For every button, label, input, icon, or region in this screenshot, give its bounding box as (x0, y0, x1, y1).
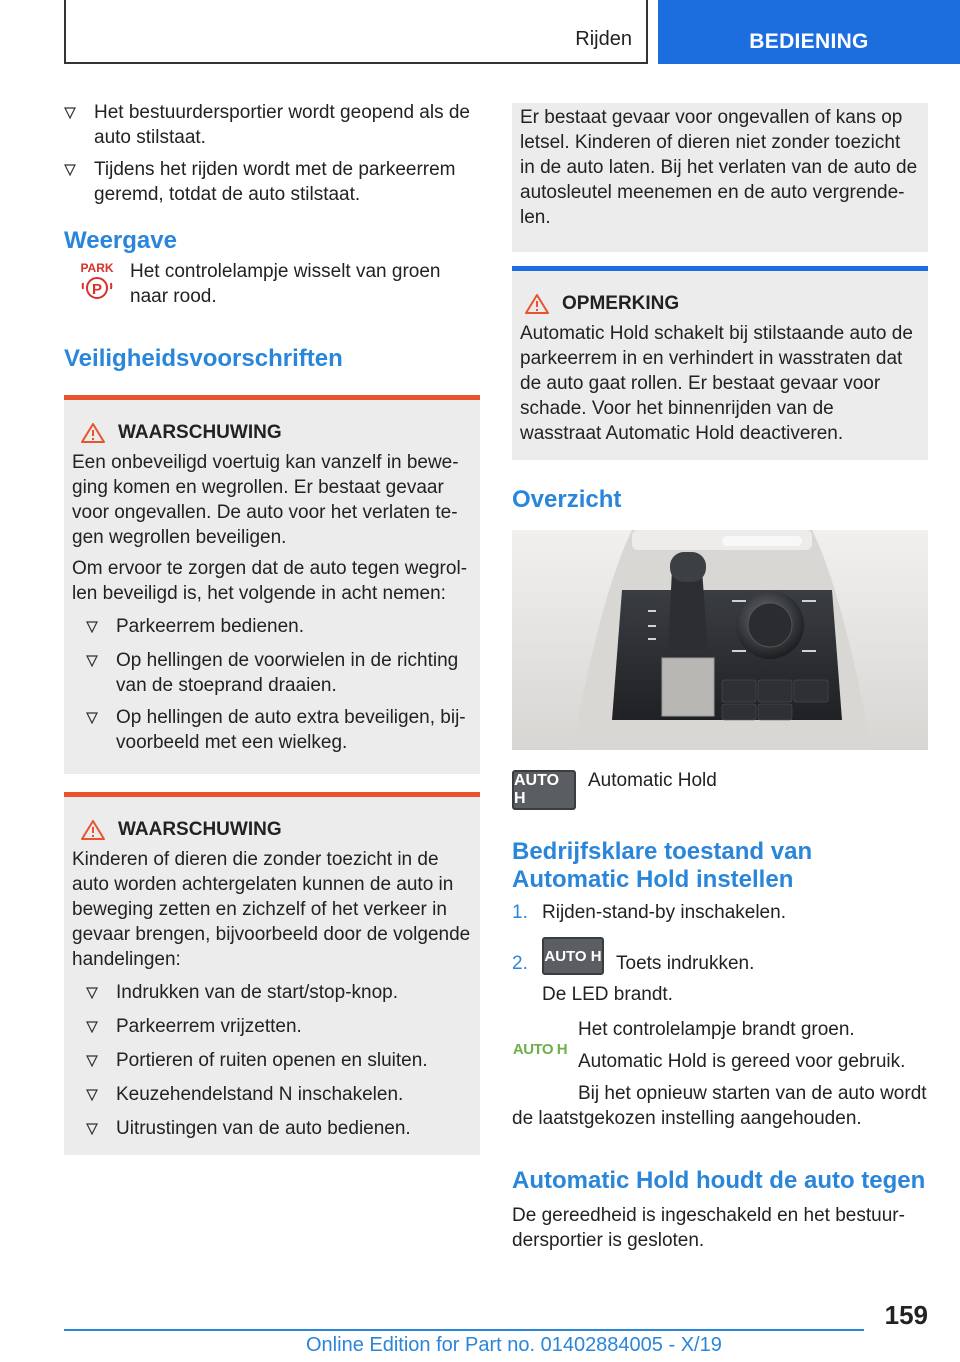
weergave-text: Het controlelampje wisselt van groen naar rood. (130, 261, 441, 307)
right-column (512, 103, 928, 1253)
park-icon-label: PARK (80, 261, 114, 275)
header-chapter-tab: BEDIENING (658, 0, 960, 64)
bullet-triangle-icon (64, 157, 94, 207)
lamp-text: Automatic Hold is gereed voor gebruik. (578, 1051, 906, 1072)
list-item (86, 1048, 472, 1075)
section-title-overzicht: Overzicht (512, 486, 622, 513)
auto-hold-indicator-icon: AUTO H (512, 1041, 568, 1058)
warning-header (72, 422, 472, 444)
list-item (86, 648, 472, 698)
bullet-triangle-icon (86, 705, 116, 755)
note-box (512, 266, 928, 460)
list-item (86, 1082, 472, 1109)
park-lamp-row (64, 259, 480, 309)
bullet-text: Tijdens het rijden wordt met de parkeerrem geremd, totdat de auto stilstaat. (94, 159, 456, 205)
warning-triangle-icon (524, 293, 550, 315)
warning-continuation-box (512, 103, 928, 252)
warning-box-2 (64, 792, 480, 1155)
bullet-text: Portieren of ruiten openen en sluiten. (116, 1050, 428, 1071)
auto-hold-button-icon: AUTO H (512, 770, 576, 810)
step-text: Toets indrukken. (616, 953, 755, 974)
bullet-text: Parkeerrem bedienen. (116, 616, 304, 637)
warning-title: WAARSCHUWING (118, 819, 282, 840)
footer-edition: Online Edition for Part no. 01402884005 - X/19 (306, 1334, 722, 1356)
step-number: 1. (512, 902, 528, 923)
list-item (86, 1014, 472, 1041)
park-icon-letter: P (91, 281, 103, 298)
note-title: OPMERKING (562, 293, 680, 314)
bullet-text: Indrukken van de start/stop-knop. (116, 982, 398, 1003)
bullet-text: Uitrustingen van de auto bedienen. (116, 1118, 411, 1139)
footer-divider (64, 1329, 864, 1331)
bullet-text: Keuzehendelstand N inschakelen. (116, 1084, 404, 1105)
page-number: 159 (884, 1300, 928, 1330)
note-text: Automatic Hold schakelt bij stilstaande auto de parkeerrem in en verhindert in wasstraten dat de auto gaat rollen. Er bestaat gevaar voor schade. Voor het binnenrijden van de wasstraat Automatic Hold deactiveren. (520, 323, 913, 444)
warning-text: Een onbeveiligd voertuig kan vanzelf in beweging komen en wegrollen. Er bestaat gevaar voor ongevallen. De auto voor het verlaten tegen wegrollen beveiligen. (72, 452, 459, 548)
warning-title: WAARSCHUWING (118, 422, 282, 443)
warning-text: Kinderen of dieren die zonder toezicht in de auto worden achtergelaten kunnen de auto in beweging zetten en zichzelf of het verkeer in gevaar brengen, bijvoorbeeld door de volgende handelingen: (72, 849, 471, 970)
bullet-text: Op hellingen de auto extra beveiligen, bijvoorbeeld met een wielkeg. (116, 707, 466, 753)
bullet-text: Parkeerrem vrijzetten. (116, 1016, 302, 1037)
list-item (86, 614, 472, 641)
step-number: 2. (512, 953, 528, 974)
bullet-triangle-icon (86, 614, 116, 641)
center-console-photo (512, 530, 928, 750)
step-text: Rijden-stand-by inschakelen. (542, 902, 786, 923)
list-item (64, 157, 480, 207)
auto-h-lamp-block (512, 1017, 928, 1131)
lamp-text: Bij het opnieuw starten van de auto wordt de laatstgekozen instelling aangehouden. (512, 1083, 927, 1129)
note-header (520, 293, 920, 315)
list-item (64, 100, 480, 150)
left-column (64, 100, 480, 1155)
list-item (86, 1116, 472, 1143)
bullet-triangle-icon (86, 1048, 116, 1075)
warning-triangle-icon (80, 819, 106, 841)
header-section-box (64, 0, 648, 64)
section-title-houdt: Automatic Hold houdt de auto tegen (512, 1167, 926, 1194)
warning-triangle-icon (80, 422, 106, 444)
bullet-triangle-icon (86, 1116, 116, 1143)
bullet-triangle-icon (86, 1014, 116, 1041)
step-item (512, 900, 928, 925)
step-item (512, 937, 928, 976)
bullet-text: Op hellingen de voorwielen in de richting van de stoeprand draaien. (116, 650, 459, 696)
warning-box-1 (64, 395, 480, 774)
section-title-bedrijfsklaar: Bedrijfsklare toestand van Automatic Hold instellen (512, 838, 813, 893)
bullet-triangle-icon (86, 1082, 116, 1109)
houdt-text: De gereedheid is ingeschakeld en het bestuurdersportier is gesloten. (512, 1205, 905, 1251)
park-brake-warning-icon (64, 259, 130, 309)
bullet-triangle-icon (86, 980, 116, 1007)
bullet-triangle-icon (64, 100, 94, 150)
section-title-veiligheid: Veiligheidsvoorschriften (64, 345, 343, 372)
warning-header (72, 819, 472, 841)
bullet-text: Het bestuurdersportier wordt geopend als de auto stilstaat. (94, 102, 471, 148)
warning-text: Om ervoor te zorgen dat de auto tegen wegrollen beveiligd is, het volgende in acht nemen: (72, 558, 468, 604)
bullet-triangle-icon (86, 648, 116, 698)
led-text: De LED brandt. (542, 984, 673, 1005)
list-item (86, 705, 472, 755)
list-item (86, 980, 472, 1007)
autoh-caption: Automatic Hold (588, 770, 717, 791)
autoh-caption-row (512, 770, 928, 810)
warning-text: Er bestaat gevaar voor ongevallen of kans op letsel. Kinderen of dieren niet zonder toezicht in de auto laten. Bij het verlaten van de auto de autosleutel meenemen en de auto vergrendelen. (520, 107, 918, 228)
lamp-text: Het controlelampje brandt groen. (578, 1019, 855, 1040)
header-section-title: Rijden (575, 28, 632, 50)
auto-hold-button-icon: AUTO H (542, 937, 604, 975)
section-title-weergave: Weergave (64, 227, 177, 254)
